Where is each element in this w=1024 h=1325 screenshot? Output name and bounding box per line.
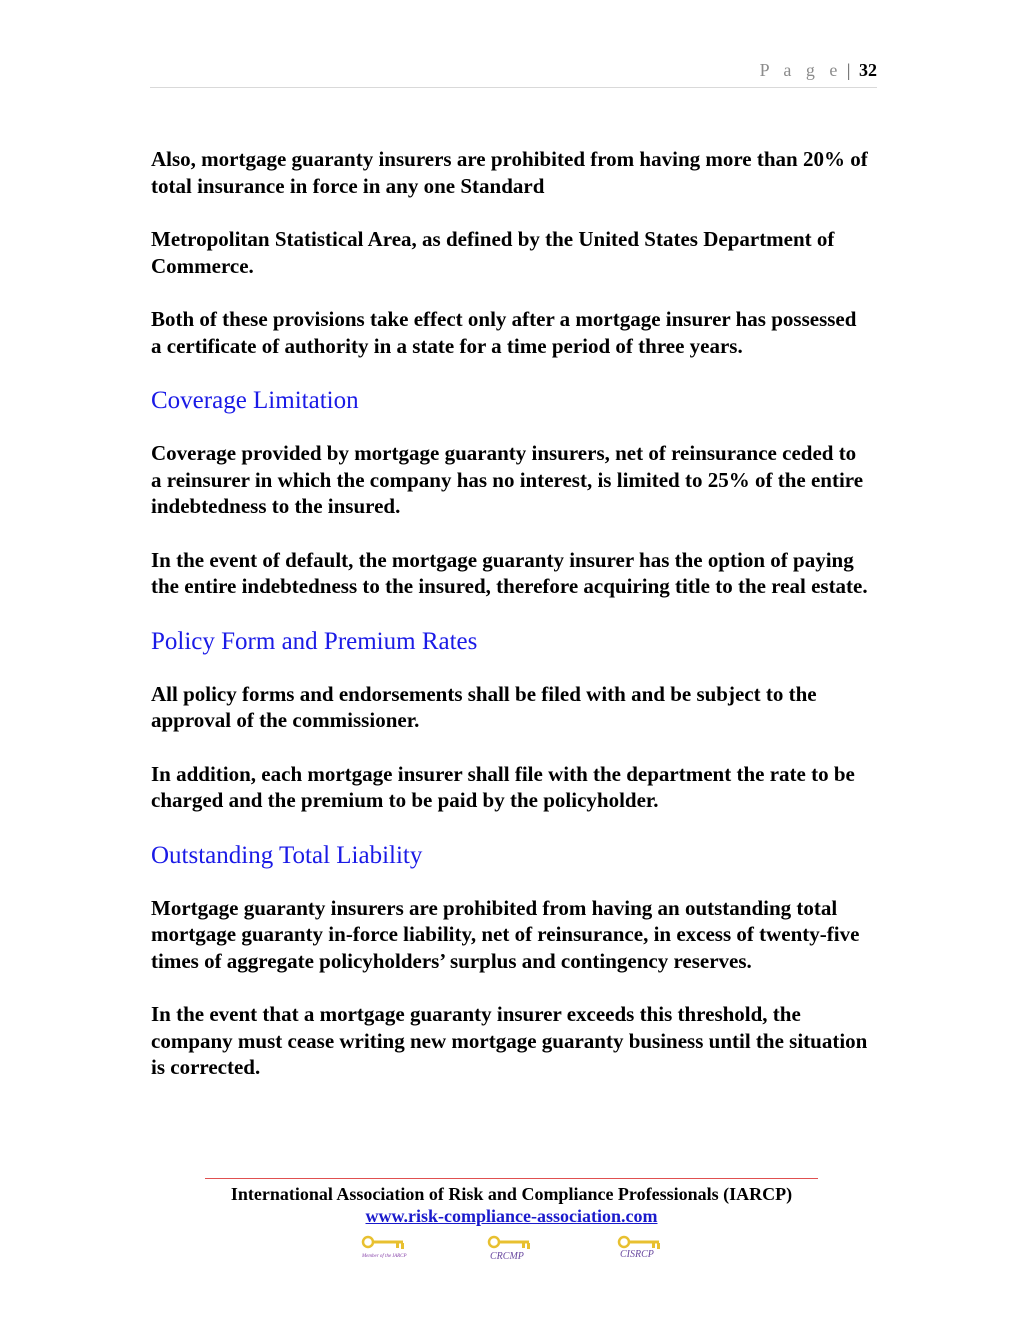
page-body	[151, 146, 869, 1108]
logo-label: CISRCP	[620, 1249, 654, 1260]
page-number: 32	[859, 60, 877, 80]
key-logo-icon	[486, 1234, 538, 1262]
footer-logos	[0, 1234, 1024, 1264]
key-logo-icon	[360, 1234, 412, 1262]
paragraph: In the event that a mortgage guaranty insurer exceeds this threshold, the company must cease writing new mortgage guaranty business until the situation is corrected.	[151, 1002, 868, 1079]
page-separator: |	[846, 60, 851, 80]
logo-label: Member of the IARCP	[362, 1254, 407, 1259]
paragraph: In the event of default, the mortgage guaranty insurer has the option of paying the entire indebtedness to the insured, therefore acquiring title to the real estate.	[151, 547, 868, 598]
paragraph: Metropolitan Statistical Area, as defined by the United States Department of Commerce.	[151, 227, 835, 278]
page-header	[150, 60, 877, 88]
paragraph: Mortgage guaranty insurers are prohibited from having an outstanding total mortgage guaranty in-force liability, net of reinsurance, in excess of twenty-five times of aggregate policyholders’ surplus and contingency reserves.	[151, 895, 860, 973]
paragraph: Coverage provided by mortgage guaranty insurers, net of reinsurance ceded to a reinsurer in which the company has no interest, is limited to 25% of the entire indebtedness to the insured.	[151, 441, 864, 518]
paragraph: Also, mortgage guaranty insurers are prohibited from having more than 20% of total insurance in force in any one Standard	[151, 147, 868, 198]
page-footer	[205, 1178, 818, 1227]
page-label: P a g e	[759, 60, 843, 80]
paragraph: In addition, each mortgage insurer shall file with the department the rate to be charged and the premium to be paid by the policyholder.	[151, 761, 855, 812]
section-heading-coverage-limitation: Coverage Limitation	[151, 387, 359, 414]
section-heading-outstanding-liability: Outstanding Total Liability	[151, 841, 423, 869]
footer-organization: International Association of Risk and Compliance Professionals (IARCP)	[230, 1184, 793, 1204]
footer-website-link[interactable]: www.risk-compliance-association.com	[365, 1206, 658, 1226]
paragraph: All policy forms and endorsements shall be filed with and be subject to the approval of the commissioner.	[151, 681, 817, 732]
section-heading-policy-form: Policy Form and Premium Rates	[151, 627, 478, 655]
paragraph: Both of these provisions take effect only after a mortgage insurer has possessed a certificate of authority in a state for a time period of three years.	[151, 307, 857, 358]
key-logo-icon	[616, 1234, 668, 1262]
logo-label: CRCMP	[490, 1251, 524, 1262]
